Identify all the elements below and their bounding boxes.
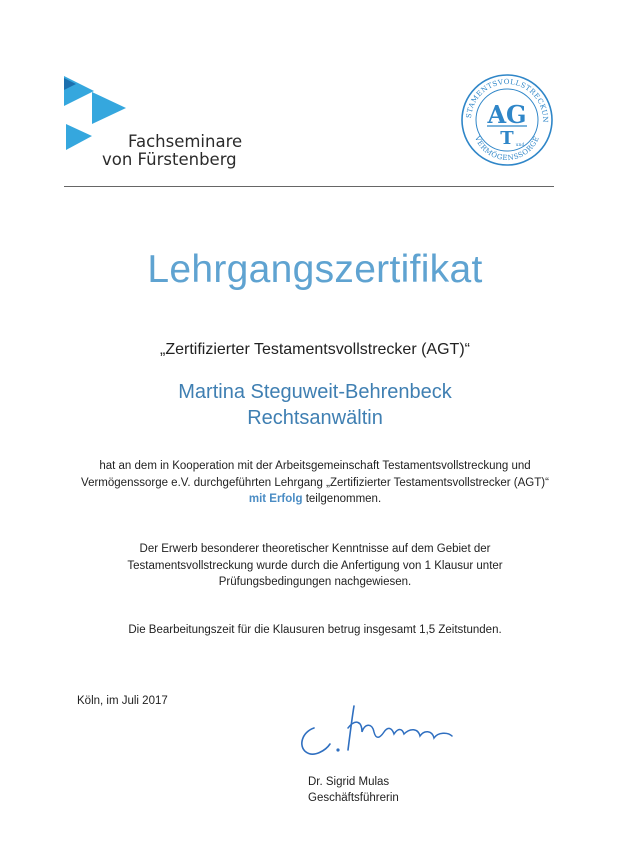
signer-role: Geschäftsführerin bbox=[308, 792, 399, 804]
signer-block bbox=[308, 774, 399, 806]
logo-text-line1: Fachseminare bbox=[128, 132, 243, 151]
header-divider bbox=[64, 186, 554, 187]
certificate-title: Lehrgangszertifikat bbox=[147, 248, 483, 291]
recipient-profession: Rechtsanwältin bbox=[247, 407, 383, 429]
duration-paragraph bbox=[40, 622, 590, 639]
p1-line3 bbox=[40, 491, 590, 508]
fachseminare-logo bbox=[64, 72, 274, 172]
p1-line2: Vermögenssorge e.V. durchgeführten Lehrgang „Zertifizierter Testamentsvollstrecker (AGT)“ bbox=[81, 476, 549, 489]
seal-letter-t: T bbox=[500, 128, 514, 149]
course-name: „Zertifizierter Testamentsvollstrecker (AGT)“ bbox=[160, 341, 470, 358]
place-date: Köln, im Juli 2017 bbox=[77, 695, 168, 707]
seal-small-und: und bbox=[515, 143, 525, 148]
handwritten-signature bbox=[292, 698, 472, 760]
p1-line3-rest: teilgenommen. bbox=[302, 493, 382, 505]
logo-text-line2: von Fürstenberg bbox=[102, 150, 237, 169]
exam-paragraph bbox=[40, 541, 590, 591]
agt-seal bbox=[457, 68, 557, 168]
seal-bottom-text: VERMÖGENSSORGE bbox=[473, 134, 541, 163]
p1-line1: hat an dem in Kooperation mit der Arbeitsgemeinschaft Testamentsvollstreckung und bbox=[99, 460, 531, 472]
participation-paragraph bbox=[40, 458, 590, 508]
signer-name: Dr. Sigrid Mulas bbox=[308, 776, 390, 788]
seal-letters-ag: AG bbox=[487, 100, 527, 129]
recipient-name: Martina Steguweit-Behrenbeck bbox=[178, 381, 452, 403]
recipient bbox=[0, 379, 630, 431]
p2-line3: Prüfungsbedingungen nachgewiesen. bbox=[218, 576, 412, 588]
p3-line: Die Bearbeitungszeit für die Klausuren betrug insgesamt 1,5 Zeitstunden. bbox=[128, 624, 502, 636]
agt-seal-icon bbox=[457, 68, 557, 168]
p2-line2: Testamentsvollstreckung wurde durch die Anfertigung von 1 Klausur unter bbox=[127, 559, 503, 572]
seal-top-text: STAMENTSVOLLSTRECKUN bbox=[464, 77, 550, 124]
p2-line1: Der Erwerb besonderer theoretischer Kenntnisse auf dem Gebiet der bbox=[139, 543, 491, 555]
success-highlight: mit Erfolg bbox=[248, 493, 303, 505]
